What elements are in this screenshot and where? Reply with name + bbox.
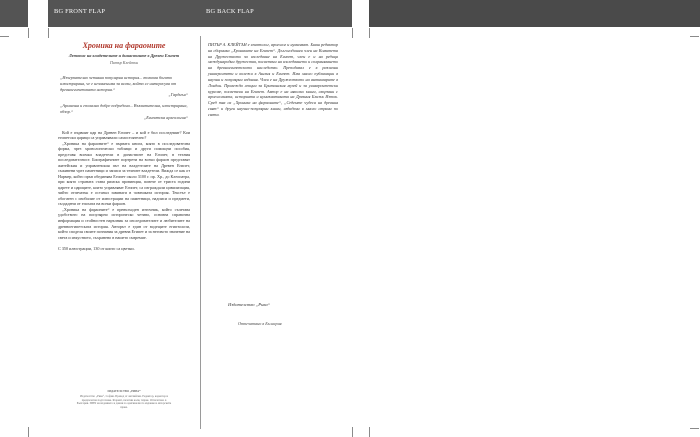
crop-mark	[28, 427, 29, 437]
description-paragraph: Кой е първият цар на Древен Египет – и кой е бил последният? Кои египетски царици са управлявали самостоятелно?	[58, 129, 190, 141]
book-author: Питър Клейтън	[109, 60, 139, 66]
back-flap-label: BG BACK FLAP	[206, 8, 254, 15]
author-bio: ПИТЪР А. КЛЕЙТЪН е египтолог, археолог и нумизмат. Бивш редактор на сборника „Хрониките на Египет“. Дългогодишен член на Комитета на Дружеството за изследване на Египет, член е и на редица международни дружества, посветени на изследването и съхраняването на древноегипетското наследство. Преподавал е в различни университети и колежи в Англия и Египет. Има много публикации в научни и популярни издания. Член е на Дружеството на антикварите в Лондон. Провежда лекции за Британския музей и за университетски курсове, посветени на Египет. Автор е на няколко книги, свързани с археологията, историята и нумизматиката на Древния Близък Изток. Сред тях са „Хроника на фараоните“, „Седемте чудеса на древния свят“ и други научно-популярни книги, издадени в много страни по света.	[208, 42, 338, 117]
imprint-block	[76, 390, 172, 410]
crop-mark	[28, 28, 29, 38]
crop-mark	[369, 28, 370, 38]
crop-mark	[0, 36, 9, 37]
front-flap-label: BG FRONT FLAP	[54, 8, 106, 15]
header-band-front	[48, 0, 200, 27]
description-paragraph: „Хроника на фараоните“ е превъзходен източник, който съчетава удобството на популярно историческо четиво, основна справочна информация и стойностен наръчник за изследователите и любителите на древноегипетската история. Авторът е един от водещите египтолози, който споделя своите познания за древна Египет и за неговото значение на света и изкуството, съхранено в нашето съвремие.	[58, 206, 190, 240]
header-band-right	[369, 0, 700, 27]
imprint-text: Издателство „Рива“, София. Превод от английски. Редактор, коректор и предпечатна подготовка. Формат, печатни коли, тираж. Отпечатано в България. ISBN на изданието и данни за оригиналното издание и авторските права.	[76, 393, 172, 410]
flap-description	[58, 130, 190, 240]
review-quote: „Изчерпателно четивна популярна история... толкова богато илюстрирана, че е незаменима за всеки, който се интересува от древноегипетската история.“	[60, 75, 177, 92]
publisher-name: Издателство „Рива“	[228, 302, 271, 307]
imprint-heading: ИЗДАТЕЛСТВО „РИВА“	[107, 389, 141, 393]
crop-mark	[48, 28, 49, 38]
crop-mark	[369, 427, 370, 437]
back-flap	[200, 38, 352, 437]
crop-mark	[352, 427, 353, 437]
book-title: Хроника на фараоните	[82, 41, 166, 50]
review-source: „Гардиън“	[168, 92, 188, 98]
printed-in: Отпечатано в България	[238, 321, 282, 326]
book-subtitle: Летопис на владетелите и династиите в Древен Египет	[68, 52, 180, 58]
front-flap	[48, 38, 200, 437]
header-band-left	[0, 0, 28, 27]
review-quote: „Архаична и епохално добре подредена... Възхитителна, илюстрирана, обзор.“	[60, 103, 188, 115]
illustrations-note: С 350 илюстрации, 130 от които са цветни.	[58, 246, 135, 252]
review-source: „Египетска археология“	[143, 114, 188, 120]
description-paragraph: „Хроника на фараоните“ е първата книга, която в последователна форма, чрез хронологически таблици и други помощни пособия, представя всички владетели в династиите на Египет, в техния последователност. Биографичните портрети на всеки фараон представят житейския и управленския път на владетелите на Древен Египет, съживени чрез паметници и записи за техните владетели. Вижда се как от Нармер, който пръв обединява Египет около 3100 г. пр. Хр., до Клеопатра, при която страната става римска провинция, повече от триста години царете и цариците, които управляват Египет, са изграждали цивилизация, чийто отпечатък е останал завинаги в човешката история. Текстът е обогатен с изобилие от илюстрации на паметници, надписи и предмети, създадени от епохата на всеки фараон.	[58, 140, 190, 207]
crop-mark	[690, 36, 699, 37]
header-band-back	[200, 0, 352, 27]
crop-mark	[352, 28, 353, 38]
crop-mark	[690, 428, 699, 429]
